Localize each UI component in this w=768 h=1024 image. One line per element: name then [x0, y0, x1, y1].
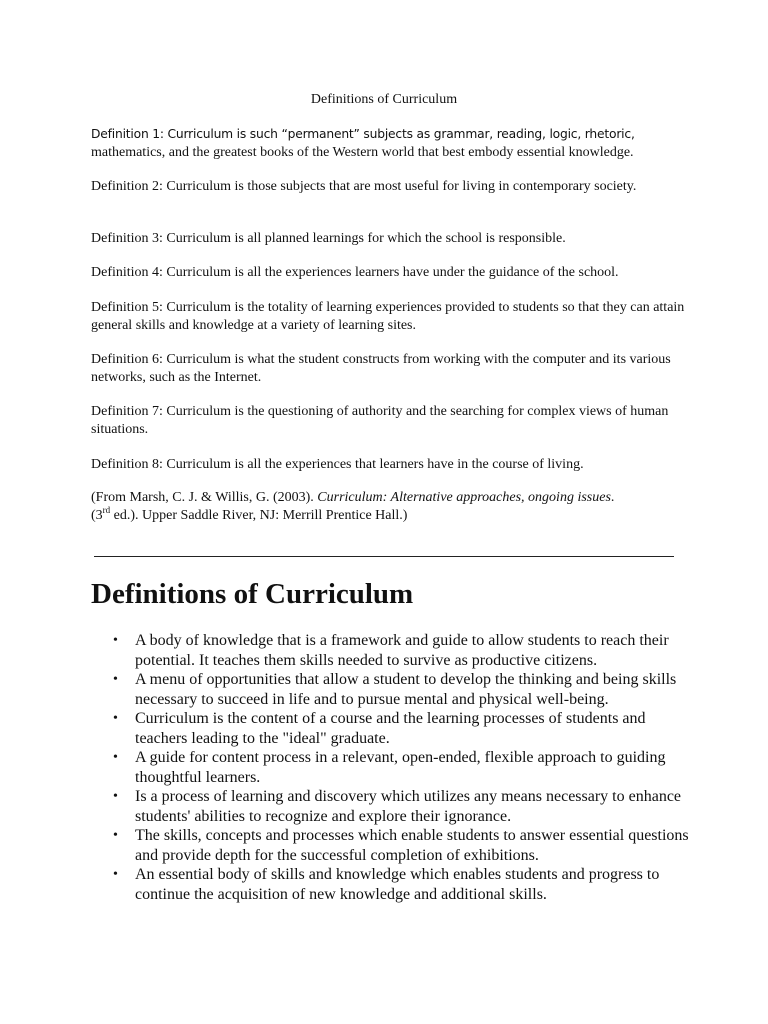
list-item: • A guide for content process in a relevant, open-ended, flexible approach to guiding thoughtful learners. — [91, 748, 691, 787]
definition-5: Definition 5: Curriculum is the totality of learning experiences provided to students so that they can attain general skills and knowledge at a variety of learning sites. — [91, 300, 685, 333]
citation — [91, 489, 691, 525]
citation-book-title: Curriculum: Alternative approaches, ongoing issues — [317, 490, 611, 505]
definition-3: Definition 3: Curriculum is all planned learnings for which the school is responsible. — [91, 231, 566, 246]
list-item: • An essential body of skills and knowledge which enables students and progress to continue the acquisition of new knowledge and additional skills. — [91, 865, 691, 904]
list-item: • Curriculum is the content of a course and the learning processes of students and teachers leading to the "ideal" graduate. — [91, 709, 691, 748]
citation-edition-suffix: rd — [102, 505, 111, 515]
definition-4: Definition 4: Curriculum is all the experiences learners have under the guidance of the school. — [91, 265, 619, 280]
definition-1-rest: mathematics, and the greatest books of the Western world that best embody essential knowledge. — [91, 145, 634, 160]
list-item: • A body of knowledge that is a framework and guide to allow students to reach their potential. It teaches them skills needed to survive as productive citizens. — [91, 631, 691, 670]
citation-after-title: . — [610, 490, 615, 505]
section-heading: Definitions of Curriculum — [91, 578, 414, 610]
definition-1 — [91, 125, 691, 162]
definition-7: Definition 7: Curriculum is the questioning of authority and the searching for complex views of human situations. — [91, 404, 669, 437]
list-item: • Is a process of learning and discovery which utilizes any means necessary to enhance students' abilities to recognize and explore their ignorance. — [91, 787, 691, 826]
definition-6: Definition 6: Curriculum is what the student constructs from working with the computer and its various networks, such as the Internet. — [91, 352, 671, 385]
list-item: • A menu of opportunities that allow a student to develop the thinking and being skills necessary to succeed in life and to pursue mental and physical well-being. — [91, 670, 691, 709]
horizontal-rule — [94, 556, 674, 557]
citation-publisher: ed.). Upper Saddle River, NJ: Merrill Prentice Hall.) — [110, 508, 408, 523]
definition-8: Definition 8: Curriculum is all the experiences that learners have in the course of living. — [91, 457, 584, 472]
definitions-list — [91, 631, 691, 904]
citation-prefix: (From Marsh, C. J. & Willis, G. (2003). — [91, 490, 318, 505]
list-item: • The skills, concepts and processes which enable students to answer essential questions and provide depth for the successful completion of exhibitions. — [91, 826, 691, 865]
document-title: Definitions of Curriculum — [310, 92, 458, 107]
citation-edition: (3 — [91, 508, 103, 523]
definition-2: Definition 2: Curriculum is those subjects that are most useful for living in contemporary society. — [91, 179, 637, 194]
definition-1-lead: Definition 1: Curriculum is such “permanent” subjects as grammar, reading, logic, rhetoric, — [91, 127, 635, 141]
